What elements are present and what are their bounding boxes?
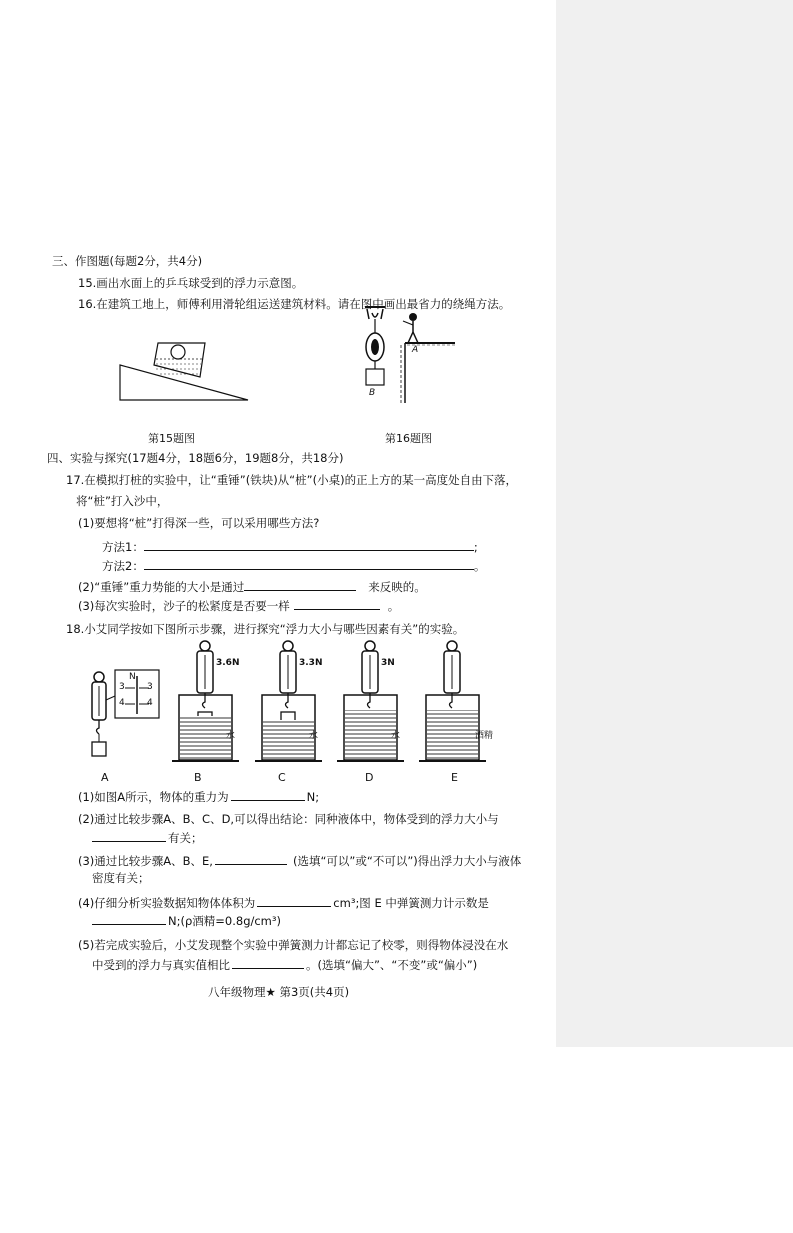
q18-5-text: 中受到的浮力与真实值相比 xyxy=(92,958,230,972)
question-18-sub5-line1: (5)若完成实验后，小艾发现整个实验中弹簧测力计都忘记了校零，则得物体浸没在水 xyxy=(78,938,509,952)
fig18-zoom-mark-4: 4 xyxy=(147,698,153,708)
method-1-end: ; xyxy=(473,540,478,554)
method-1-blank[interactable] xyxy=(144,539,474,551)
question-17-sub2 xyxy=(78,579,426,595)
fig18-reading-d: 3N xyxy=(381,658,395,668)
fig18-setup-e xyxy=(419,641,486,761)
comment-sidebar xyxy=(556,0,793,1047)
q18-1-text: (1)如图A所示，物体的重力为 xyxy=(78,790,229,804)
fig18-zoom-mark-1: 3 xyxy=(119,682,125,692)
method-1-label: 方法1： xyxy=(102,540,144,554)
figure-16-caption: 第16题图 xyxy=(385,432,432,445)
question-15: 15.画出水面上的乒乓球受到的浮力示意图。 xyxy=(78,276,304,290)
q18-3-blank[interactable] xyxy=(215,853,287,865)
q18-4-text: (4)仔细分析实验数据知物体体积为 xyxy=(78,896,256,910)
question-18-sub1 xyxy=(78,789,319,805)
q17-sub3-text: (3)每次实验时，沙子的松紧度是否要一样 xyxy=(78,599,290,613)
fig18-liquid-e: 酒精 xyxy=(475,731,494,741)
question-17-line2: 将“桩”打入沙中， xyxy=(76,494,169,508)
q18-5-blank[interactable] xyxy=(232,957,304,969)
fig18-label-e: E xyxy=(451,771,458,784)
q17-sub2-text: (2)“重锤”重力势能的大小是通过 xyxy=(78,580,245,594)
figure-15-caption: 第15题图 xyxy=(148,432,195,445)
fig18-liquid-b: 水 xyxy=(226,731,236,741)
question-18-sub2-line1: (2)通过比较步骤A、B、C、D,可以得出结论：同种液体中，物体受到的浮力大小与 xyxy=(78,812,499,826)
fig18-label-c: C xyxy=(278,771,286,784)
q18-1-end: N; xyxy=(306,790,320,804)
question-18-sub3-line1 xyxy=(78,853,521,869)
fig18-label-a: A xyxy=(101,771,109,784)
method-1-row xyxy=(102,539,478,555)
fig18-zoom-n: N xyxy=(129,672,136,682)
method-2-end: 。 xyxy=(473,559,486,573)
method-2-row xyxy=(102,558,485,574)
question-18-sub2-line2 xyxy=(92,830,203,846)
question-18-intro: 18.小艾同学按如下图所示步骤，进行探究“浮力大小与哪些因素有关”的实验。 xyxy=(66,622,465,636)
question-18-sub5-line2 xyxy=(92,957,477,973)
question-16: 16.在建筑工地上，师傅利用滑轮组运送建筑材料。请在图中画出最省力的绕绳方法。 xyxy=(78,297,511,311)
q18-5-text-b: 。(选填“偏大”、“不变”或“偏小”) xyxy=(306,958,478,972)
fig18-liquid-c: 水 xyxy=(309,731,319,741)
section3-heading: 三、作图题(每题2分，共4分) xyxy=(52,254,203,268)
fig18-label-d: D xyxy=(365,771,374,784)
q18-4-unit: cm³ xyxy=(333,896,356,910)
fig18-zoom-mark-2: 3 xyxy=(147,682,153,692)
question-17-line1: 17.在模拟打桩的实验中，让“重锤”(铁块)从“桩”(小桌)的正上方的某一高度处自由下落， xyxy=(66,473,518,487)
question-18-sub3-line2: 密度有关； xyxy=(92,871,150,885)
q17-sub3-end: 。 xyxy=(387,599,400,613)
q18-3-text: (3)通过比较步骤A、B、E, xyxy=(78,854,213,868)
page-footer: 八年级物理★ 第3页(共4页) xyxy=(208,985,350,999)
figure-15 xyxy=(110,335,255,407)
q18-2-end: 有关； xyxy=(168,831,203,845)
question-17-sub1: (1)要想将“桩”打得深一些，可以采用哪些方法? xyxy=(78,516,320,530)
figure-16-label-a: A xyxy=(412,345,419,355)
q17-sub3-blank[interactable] xyxy=(294,598,380,610)
figure-16-label-b: B xyxy=(369,388,376,398)
fig18-label-b: B xyxy=(194,771,202,784)
figure-18 xyxy=(82,640,502,790)
q18-4-blank-reading[interactable] xyxy=(92,913,166,925)
q17-sub2-end: 来反映的。 xyxy=(368,580,426,594)
q18-3-text-b: (选填“可以”或“不可以”)得出浮力大小与液体 xyxy=(292,854,522,868)
q18-4-text-b: ;图 E 中弹簧测力计示数是 xyxy=(355,896,489,910)
fig18-reading-b: 3.6N xyxy=(216,658,240,668)
fig18-reading-c: 3.3N xyxy=(299,658,323,668)
method-2-label: 方法2： xyxy=(102,559,144,573)
question-17-sub3 xyxy=(78,598,399,614)
question-18-sub4-line1 xyxy=(78,895,489,911)
q18-4-blank-volume[interactable] xyxy=(257,895,331,907)
q18-1-blank[interactable] xyxy=(231,789,305,801)
q18-4-text-c: N;(ρ酒精=0.8g/cm³) xyxy=(168,914,281,928)
fig18-zoom-mark-3: 4 xyxy=(119,698,125,708)
q17-sub2-blank[interactable] xyxy=(244,579,356,591)
fig18-liquid-d: 水 xyxy=(391,731,401,741)
method-2-blank[interactable] xyxy=(144,558,474,570)
question-18-sub4-line2 xyxy=(92,913,281,929)
section4-heading: 四、实验与探究(17题4分，18题6分，19题8分，共18分) xyxy=(47,451,344,465)
q18-2-blank[interactable] xyxy=(92,830,166,842)
